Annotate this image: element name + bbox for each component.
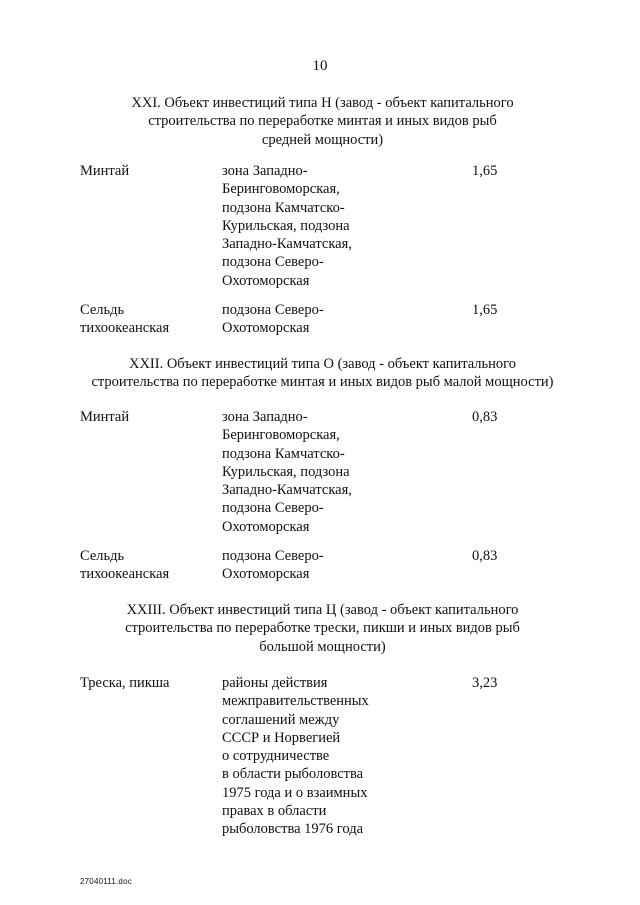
zone-line: Беринговоморская, <box>222 181 340 198</box>
zone-cell <box>222 408 422 536</box>
zone-line: Западно-Камчатская, <box>222 236 352 253</box>
species-line: Минтай <box>80 163 130 179</box>
zone-line: подзона Камчатско- <box>222 199 345 216</box>
coefficient-cell: 0,83 <box>472 548 498 564</box>
zone-line: зона Западно- <box>222 409 308 425</box>
coefficient-cell: 0,83 <box>472 409 498 425</box>
zone-line: о сотрудничестве <box>222 748 330 765</box>
zone-line: подзона Северо- <box>222 254 324 271</box>
section-heading-xxi <box>70 94 575 149</box>
species-line: тихоокеанская <box>80 566 170 583</box>
species-line: Треска, пикша <box>80 675 170 691</box>
zone-line: правах в области <box>222 803 327 820</box>
heading-line: средней мощности) <box>261 131 384 148</box>
zone-line: подзона Северо- <box>222 548 324 564</box>
zone-cell <box>222 162 422 290</box>
zone-line: Беринговоморская, <box>222 427 340 444</box>
species-cell <box>80 301 210 338</box>
heading-line: XXII. Объект инвестиций типа О (завод - объект капитального <box>128 356 517 372</box>
zone-line: подзона Северо- <box>222 302 324 318</box>
zone-line: соглашений между <box>222 711 340 728</box>
zone-line: Охотоморская <box>222 518 310 535</box>
coefficient-cell: 3,23 <box>472 675 498 691</box>
zone-line: межправительственных <box>222 693 369 710</box>
zone-line: зона Западно- <box>222 163 308 179</box>
heading-line: XXIII. Объект инвестиций типа Ц (завод - объект капитального <box>126 602 519 618</box>
page-number: 10 <box>312 58 328 74</box>
zone-cell <box>222 547 422 584</box>
species-cell <box>80 547 210 584</box>
species-line: тихоокеанская <box>80 320 170 337</box>
footer-filename: 27040111.doc <box>80 877 132 886</box>
zone-line: 1975 года и о взаимных <box>222 784 368 801</box>
species-line: Сельдь <box>80 302 125 318</box>
zone-line: подзона Камчатско- <box>222 445 345 462</box>
species-line: Сельдь <box>80 548 125 564</box>
heading-line: строительства по переработке трески, пикши и иных видов рыб <box>125 620 520 637</box>
heading-line: строительства по переработке минтая и иных видов рыб малой мощности) <box>91 374 554 391</box>
coefficient-cell: 1,65 <box>472 163 498 179</box>
zone-line: рыболовства 1976 года <box>222 821 364 838</box>
zone-line: Западно-Камчатская, <box>222 482 352 499</box>
zone-line: районы действия <box>222 675 328 691</box>
coefficient-cell: 1,65 <box>472 302 498 318</box>
zone-line: Охотоморская <box>222 320 310 337</box>
species-cell <box>80 408 210 426</box>
section-heading-xxii <box>70 355 575 392</box>
zone-line: Курильская, подзона <box>222 217 350 234</box>
zone-line: СССР и Норвегией <box>222 729 341 746</box>
section-heading-xxiii <box>70 601 575 656</box>
heading-line: большой мощности) <box>259 638 386 655</box>
zone-cell <box>222 301 422 338</box>
zone-line: в области рыболовства <box>222 766 364 783</box>
species-line: Минтай <box>80 409 130 425</box>
zone-line: Курильская, подзона <box>222 463 350 480</box>
species-cell <box>80 162 210 180</box>
zone-line: подзона Северо- <box>222 500 324 517</box>
zone-line: Охотоморская <box>222 566 310 583</box>
zone-line: Охотоморская <box>222 272 310 289</box>
heading-line: XXI. Объект инвестиций типа Н (завод - объект капитального <box>131 95 514 111</box>
heading-line: строительства по переработке минтая и иных видов рыб <box>148 113 497 130</box>
zone-cell <box>222 674 422 839</box>
species-cell <box>80 674 210 692</box>
